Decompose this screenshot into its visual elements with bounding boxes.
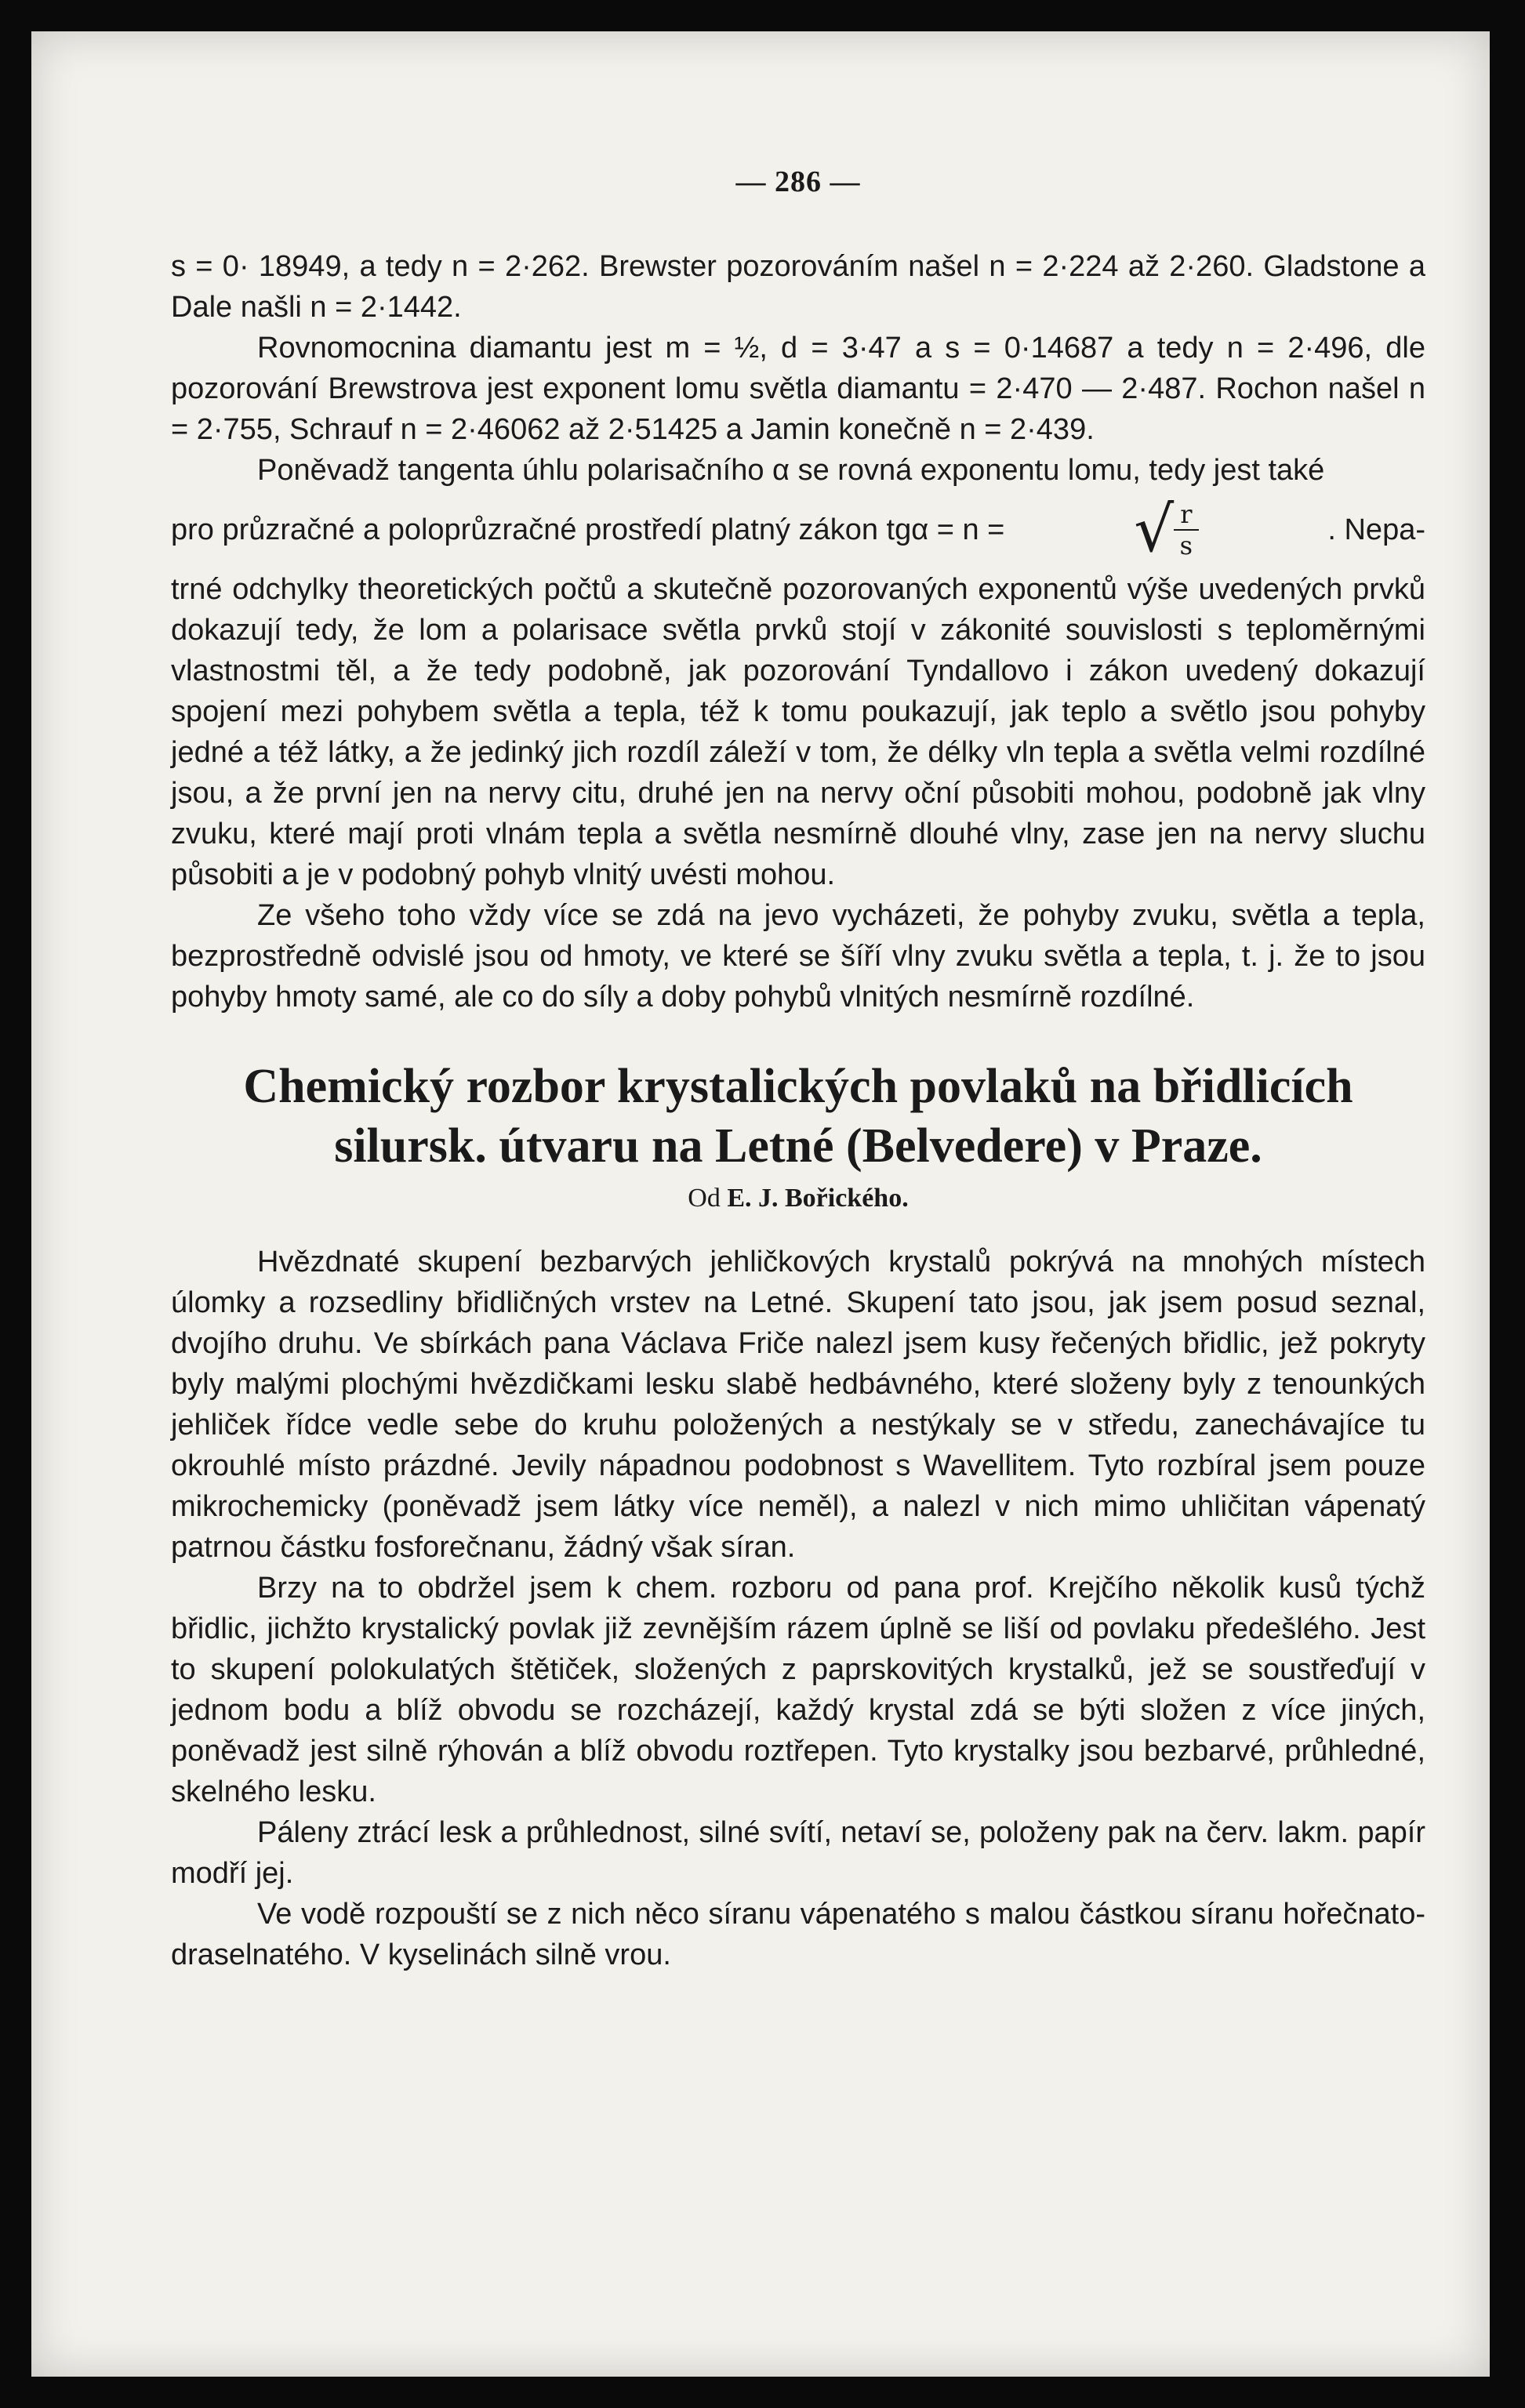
radical-sign-icon: √ bbox=[1134, 493, 1175, 566]
paragraph-2: Rovnomocnina diamantu jest m = ½, d = 3·47 a s = 0·14687 a tedy n = 2·496, dle pozorování Brewstrova jest exponent lomu světla diamantu = 2·470 — 2·487. Rochon našel n = 2·755, Schrauf n = 2·46062 až 2·51425 a Jamin konečně n = 2·439. bbox=[171, 332, 1425, 446]
paragraph-7: Páleny ztrácí lesk a průhlednost, silné svítí, netaví se, položeny pak na červ. lakm. papír modří jej. bbox=[171, 1816, 1425, 1890]
page bbox=[31, 31, 1490, 2377]
page-content bbox=[171, 165, 1425, 1975]
article-title: Chemický rozbor krystalických povlaků na břidlicích silursk. útvaru na Letné (Belvedere) v Praze. bbox=[243, 1060, 1353, 1173]
paragraph-4: Ze všeho toho vždy více se zdá na jevo vycházeti, že pohyby zvuku, světla a tepla, bezprostředně odvislé jsou od hmoty, ve které se šíří vlny zvuku světla a tepla, t. j. že to jsou pohyby hmoty samé, ale co do síly a doby pohybů vlnitých nesmírně rozdílné. bbox=[171, 899, 1425, 1014]
square-root-formula bbox=[1134, 493, 1198, 566]
formula-prefix: pro průzračné a poloprůzračné prostředí platný zákon tgα = n = bbox=[171, 513, 1005, 546]
paragraph-1: s = 0· 18949, a tedy n = 2·262. Brewster pozorováním našel n = 2·224 až 2·260. Gladstone a Dale našli n = 2·1442. bbox=[171, 250, 1425, 324]
fraction-numerator: r bbox=[1174, 499, 1198, 531]
paragraph-3-rest: trné odchylky theoretických počtů a skutečně pozorovaných exponentů výše uvedených prvků dokazují tedy, že lom a polarisace světla prvků stojí v zákonité souvislosti s teploměrnými vlastnostmi těl, a že tedy podobně, jak pozorování Tyndallovo i zákon uvedený dokazují spojení mezi pohybem světla a tepla, též k tomu poukazují, jak teplo a světlo jsou pohyby jedné a též látky, a že jedinký jich rozdíl záleží v tom, že délky vln tepla a světla velmi rozdílné jsou, a že první jen na nervy citu, druhé jen na nervy oční působiti mohou, podobně jak vlny zvuku, které mají proti vlnám tepla a světla nesmírně dlouhé vlny, zase jen na nervy sluchu působiti a je v podobný pohyb vlnitý uvésti mohou. bbox=[171, 573, 1425, 891]
formula-line bbox=[171, 491, 1425, 569]
page-number: — 286 — bbox=[735, 165, 861, 198]
paragraph-5: Hvězdnaté skupení bezbarvých jehličkových krystalů pokrývá na mnohých místech úlomky a rozsedliny břidličných vrstev na Letné. Skupení tato jsou, jak jsem posud seznal, dvojího druhu. Ve sbírkách pana Václava Friče nalezl jsem kusy řečených břidlic, jež pokryty byly malými plochými hvězdičkami lesku slabě hedbávného, které složeny byly z tenounkých jehliček řídce vedle sebe do kruhu položených a nestýkaly se v středu, zanechávajíce tu okrouhlé místo prázdné. Jevily nápadnou podobnost s Wavellitem. Tyto rozbíral jsem pouze mikrochemicky (poněvadž jsem látky více neměl), a nalezl v nich mimo uhličitan vápenatý patrnou částku fosforečnanu, žádný však síran. bbox=[171, 1246, 1425, 1564]
paragraph-8: Ve vodě rozpouští se z nich něco síranu vápenatého s malou částkou síranu hořečnato-draselnatého. V kyselinách silně vrou. bbox=[171, 1898, 1425, 1971]
fraction bbox=[1174, 499, 1198, 560]
author-prefix: Od bbox=[688, 1184, 728, 1213]
article-author bbox=[171, 1184, 1425, 1213]
author-name: E. J. Bořického. bbox=[727, 1184, 909, 1213]
formula-suffix: . Nepa- bbox=[1327, 513, 1425, 546]
paragraph-3-start: Poněvadž tangenta úhlu polarisačního α se rovná exponentu lomu, tedy jest také bbox=[257, 454, 1325, 487]
paragraph-6: Brzy na to obdržel jsem k chem. rozboru od pana prof. Krejčího několik kusů týchž břidlic, jichžto krystalický povlak již zevnějším rázem úplně se liší od povlaku předešlého. Jest to skupení polokulatých štětiček, složených z paprskovitých krystalků, jež se soustřeďují v jednom bodu a blíž obvodu se rozcházejí, každý krystal zdá se býti složen z více jiných, poněvadž jest silně rýhován a blíž obvodu roztřepen. Tyto krystalky jsou bezbarvé, průhledné, skelného lesku. bbox=[171, 1572, 1425, 1808]
fraction-denominator: s bbox=[1179, 531, 1193, 560]
